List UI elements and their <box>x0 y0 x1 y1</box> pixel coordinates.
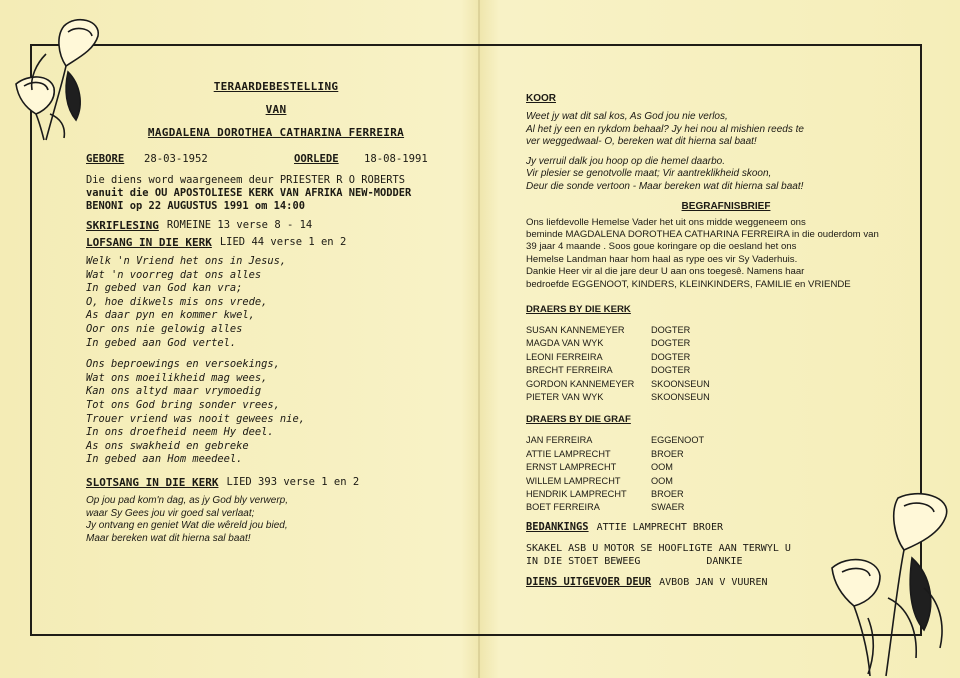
hymn-line: Tot ons God bring sonder vrees, <box>86 398 280 411</box>
service-line: Die diens word waargeneem deur PRIESTER R O ROBERTS <box>86 174 406 186</box>
hymn-line: Wat ons moeilikheid mag wees, <box>86 371 268 384</box>
provider-text: AVBOB JAN V VUUREN <box>659 576 768 588</box>
bearer-name: LEONI FERREIRA <box>526 351 603 362</box>
letter-line: Dankie Heer vir al die jare deur U aan ons toegesê. Namens haar <box>526 266 805 278</box>
heading-van: VAN <box>265 103 287 116</box>
provider-label: DIENS UITGEVOER DEUR <box>526 575 652 588</box>
grave-bearers-list <box>526 434 896 514</box>
bearer-name: HENDRIK LAMPRECHT <box>526 489 627 500</box>
bearer-name: WILLEM LAMPRECHT <box>526 475 621 486</box>
right-page <box>526 92 896 593</box>
bearer-name: ATTIE LAMPRECHT <box>526 448 611 459</box>
notice-line: SKAKEL ASB U MOTOR SE HOOFLIGTE AAN TERWYL U <box>526 542 791 554</box>
provider-row <box>526 576 896 589</box>
koor-line: Vir plesier se genotvolle maat; Vir aantreklikheid skoon, <box>526 168 772 180</box>
died-label: OORLEDE <box>294 153 339 165</box>
service-details <box>86 174 466 213</box>
died-date: 18-08-1991 <box>364 153 428 165</box>
bearer-name: SUSAN KANNEMEYER <box>526 325 625 335</box>
hymn1-verse2 <box>86 358 466 467</box>
koor-line: Weet jy wat dit sal kos, As God jou nie verlos, <box>526 111 728 122</box>
bearer-name: BRECHT FERREIRA <box>526 365 613 376</box>
notice-line <box>526 555 896 568</box>
left-page <box>86 80 466 545</box>
bearer-name: GORDON KANNEMEYER <box>526 378 635 389</box>
hymn-line: Welk 'n Vriend het ons in Jesus, <box>86 255 287 267</box>
born-label: GEBORE <box>86 153 125 165</box>
headlights-notice <box>526 542 896 568</box>
hymn1-verse1 <box>86 255 466 350</box>
church-bearers-label: DRAERS BY DIE KERK <box>526 304 631 315</box>
bearer-name: JAN FERREIRA <box>526 435 593 446</box>
bearer-name: PIETER VAN WYK <box>526 392 604 403</box>
service-line: BENONI op 22 AUGUSTUS 1991 om 14:00 <box>86 200 305 212</box>
reading-ref: ROMEINE 13 verse 8 - 14 <box>166 219 313 231</box>
notice-line-a: IN DIE STOET BEWEEG <box>526 555 641 567</box>
hymn1-row <box>86 236 466 249</box>
hymn-line: As daar pyn en kommer kwel, <box>86 309 255 322</box>
bearer-rel: DOGTER <box>651 325 691 335</box>
reading-row <box>86 219 466 232</box>
dates-row <box>86 153 466 166</box>
bearer-rel: OOM <box>651 462 673 473</box>
thanks-label: BEDANKINGS <box>526 520 589 533</box>
hymn-line: Maar bereken wat dit hierna sal baat! <box>86 532 251 544</box>
hymn-line: Jy ontvang en geniet Wat die wêreld jou bied, <box>86 520 288 532</box>
hymn2-row <box>86 476 466 489</box>
hymn-line: Kan ons altyd maar vrymoedig <box>86 385 262 398</box>
bearer-rel: SWAER <box>651 502 685 513</box>
letter-body <box>526 217 896 291</box>
hymn1-ref: LIED 44 verse 1 en 2 <box>219 236 347 248</box>
hymn2-lines <box>86 495 466 545</box>
hymn-line: In gebed aan God vertel. <box>86 336 237 349</box>
hymn2-ref: LIED 393 verse 1 en 2 <box>226 475 360 488</box>
hymn-line: waar Sy Gees jou vir goed sal verlaat; <box>86 507 255 519</box>
thanks-text: ATTIE LAMPRECHT BROER <box>596 521 723 533</box>
bearer-rel: DOGTER <box>651 338 691 349</box>
bearer-rel: DOGTER <box>651 351 691 362</box>
letter-line: Ons liefdevolle Hemelse Vader het uit ons midde weggeneem ons <box>526 216 806 228</box>
bearer-rel: DOGTER <box>651 365 691 376</box>
letter-label: BEGRAFNISBRIEF <box>681 200 771 212</box>
bearer-rel: BROER <box>651 448 684 459</box>
bearer-name: ERNST LAMPRECHT <box>526 462 617 473</box>
hymn-line: In ons droefheid neem Hy deel. <box>86 426 274 439</box>
hymn-line: In gebed aan Hom meedeel. <box>86 453 243 466</box>
koor-verse1 <box>526 111 896 149</box>
bearer-rel: EGGENOOT <box>651 435 705 446</box>
deceased-name: MAGDALENA DOROTHEA CATHARINA FERREIRA <box>147 126 405 139</box>
notice-thanks: DANKIE <box>706 555 743 567</box>
grave-bearers-label: DRAERS BY DIE GRAF <box>526 414 631 426</box>
bearer-rel: SKOONSEUN <box>651 378 710 389</box>
hymn-line: Oor ons nie gelowig alles <box>86 322 243 335</box>
hymn2-label: SLOTSANG IN DIE KERK <box>86 475 219 489</box>
letter-line: bedroefde EGGENOOT, KINDERS, KLEINKINDERS, FAMILIE en VRIENDE <box>526 278 851 290</box>
letter-line: Hemelse Landman haar hom haal as rype oes vir Sy Vaderhuis. <box>526 253 798 265</box>
bearer-name: BOET FERREIRA <box>526 502 600 513</box>
hymn-line: O, hoe dikwels mis ons vrede, <box>86 295 268 308</box>
koor-label: KOOR <box>526 93 556 104</box>
hymn-line: Trouer vriend was nooit gewees nie, <box>86 412 305 425</box>
letter-line: beminde MAGDALENA DOROTHEA CATHARINA FERREIRA in die ouderdom van <box>526 228 879 240</box>
koor-line: Deur die sonde vertoon - Maar bereken wat dit hierna sal baat! <box>526 180 804 192</box>
bearer-name: MAGDA VAN WYK <box>526 338 604 349</box>
heading: TERAARDEBESTELLING <box>213 80 339 93</box>
hymn-line: Ons beproewings en versoekings, <box>86 358 280 371</box>
koor-line: ver weggedwaal- O, bereken wat dit hierna sal baat! <box>526 136 757 148</box>
hymn-line: In gebed van God kan vra; <box>86 282 243 295</box>
letter-line: 39 jaar 4 maande . Soos goue koringare op die oesland het ons <box>526 241 797 253</box>
koor-verse2 <box>526 156 896 194</box>
koor-line: Jy verruil dalk jou hoop op die hemel daarbo. <box>526 155 726 167</box>
service-line: vanuit die OU APOSTOLIESE KERK VAN AFRIKA NEW-MODDER <box>86 187 412 199</box>
hymn-line: As ons swakheid en gebreke <box>86 439 249 452</box>
bearer-rel: OOM <box>651 475 673 486</box>
reading-label: SKRIFLESING <box>86 219 159 232</box>
hymn1-label: LOFSANG IN DIE KERK <box>86 236 212 249</box>
bearer-rel: BROER <box>651 489 684 500</box>
church-bearers-list <box>526 324 896 404</box>
hymn-line: Op jou pad kom'n dag, as jy God bly verwerp, <box>86 494 289 506</box>
thanks-row <box>526 521 896 534</box>
koor-line: Al het jy een en rykdom behaal? Jy hei nou al mishien reeds te <box>526 123 804 135</box>
born-date: 28-03-1952 <box>144 153 208 165</box>
bearer-rel: SKOONSEUN <box>651 392 710 403</box>
hymn-line: Wat 'n voorreg dat ons alles <box>86 268 262 281</box>
